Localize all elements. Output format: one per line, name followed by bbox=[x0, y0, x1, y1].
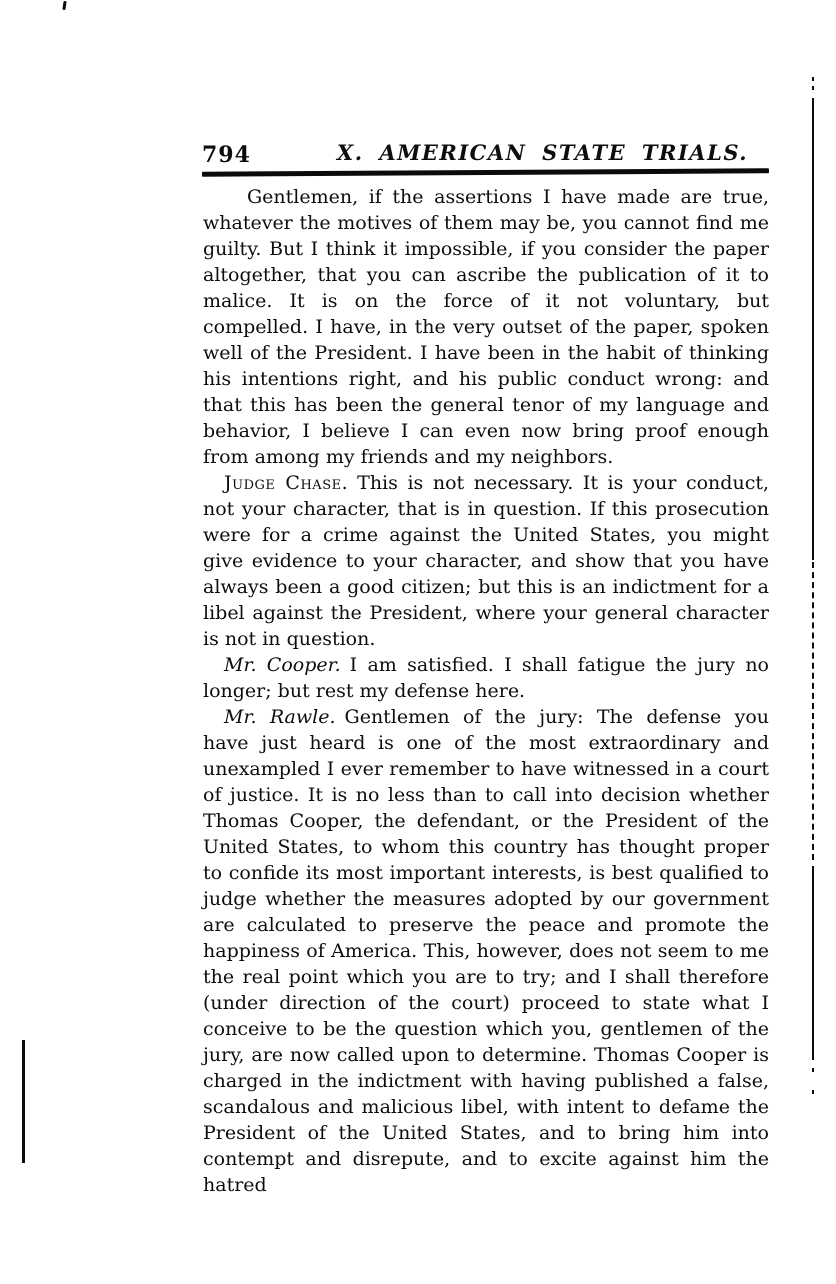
scan-edge-line bbox=[812, 98, 814, 560]
paragraph-text: Gentlemen of the jury: The defense you have just heard is one of the most extraordinary and unexampled I ever remember to have witnessed in a court of justice. It is no less than to call into decision whether Thomas Cooper, the defendant, or the President of the United States, to whom this country has thought proper to confide its most important interests, is best qualified to judge whether the measures adopted by our government are calculated to preserve the peace and promote the happiness of America. This, however, does not seem to me the real point which you are to try; and I shall therefore (under direction of the court) proceed to state what I conceive to be the question which you, gentlemen of the jury, are now called upon to determine. Thomas Cooper is charged in the indictment with having published a false, scandalous and malicious libel, with intent to defame the President of the United States, and to bring him into contempt and disrepute, and to excite against him the hatred bbox=[203, 706, 769, 1196]
running-title: X. AMERICAN STATE TRIALS. bbox=[336, 140, 749, 165]
paragraph-mr-cooper bbox=[203, 652, 769, 704]
speaker-mr-rawle: Mr. Rawle. bbox=[224, 706, 336, 728]
scan-speck-icon bbox=[62, 1, 66, 10]
paragraph-mr-rawle bbox=[203, 704, 769, 1198]
scan-edge-line bbox=[812, 866, 814, 1060]
paragraph-cooper-closing bbox=[203, 184, 769, 470]
speaker-judge-chase: Judge Chase. bbox=[224, 472, 349, 494]
paragraph-judge-chase bbox=[203, 470, 769, 652]
paragraph-text: I am satisfied. I shall fatigue the jury no longer; but rest my defense here. bbox=[203, 654, 769, 702]
scan-edge-line-left bbox=[22, 1040, 25, 1163]
paragraph-text: This is not necessary. It is your conduct, not your character, that is in question. If this prosecution were for a crime against the United States, you might give evidence to your character, and show that you have always been a good citizen; but this is an indictment for a libel against the President, where your general character is not in question. bbox=[203, 472, 770, 650]
scan-dot bbox=[812, 1068, 814, 1072]
page-header bbox=[202, 140, 768, 168]
header-rule bbox=[202, 168, 769, 176]
paragraph-text: Gentlemen, if the assertions I have made are true, whatever the motives of them may be, you cannot find me guilty. But I think it impossible, if you consider the paper altogether, that you can ascribe the publication of it to malice. It is on the force of it not voluntary, but compelled. I have, in the very outset of the paper, spoken well of the President. I have been in the habit of thinking his intentions right, and his public conduct wrong: and that this has been the general tenor of my language and behavior, I believe I can even now bring proof enough from among my friends and my neighbors. bbox=[203, 186, 769, 468]
scan-edge-line bbox=[812, 562, 814, 860]
scan-dot bbox=[812, 1090, 814, 1094]
scan-dot bbox=[812, 77, 814, 81]
speaker-mr-cooper: Mr. Cooper. bbox=[224, 654, 341, 676]
scan-dot bbox=[812, 86, 814, 90]
page-body bbox=[203, 184, 769, 1198]
page-number: 794 bbox=[202, 142, 251, 168]
